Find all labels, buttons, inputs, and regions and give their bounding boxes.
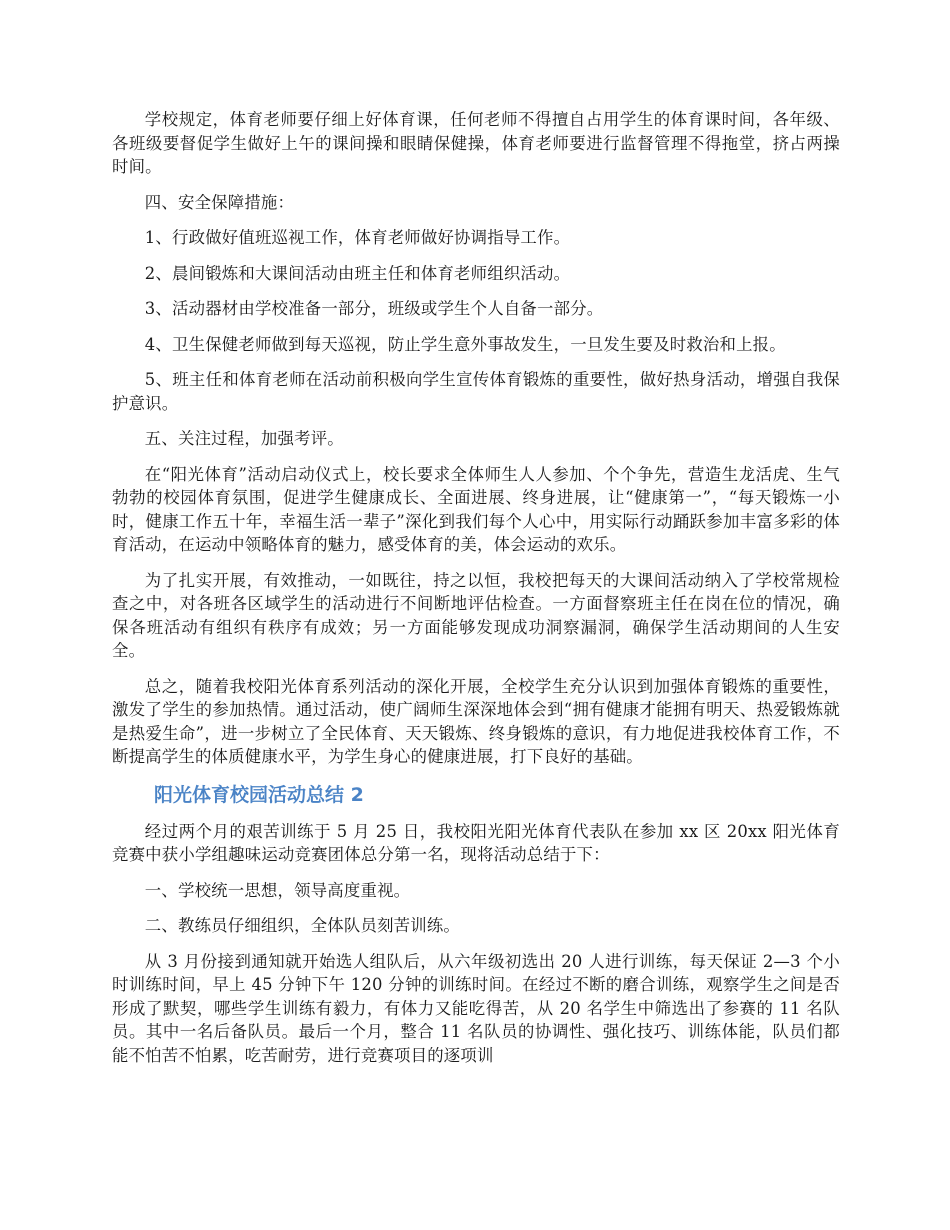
paragraph-routine-inspection: 为了扎实开展，有效推动，一如既往，持之以恒，我校把每天的大课间活动纳入了学校常规检查之中，对各班各区域学生的活动进行不间断地评估检查。一方面督察班主任在岗在位的情况，确保各班活动有组织有秩序有成效；另一方面能够发现成功洞察漏洞，确保学生活动期间的人生安全。	[112, 570, 840, 660]
paragraph-process-heading: 五、关注过程，加强考评。	[144, 429, 344, 448]
paragraph-launch-ceremony: 在“阳光体育”活动启动仪式上，校长要求全体师生人人参加、个个争先，营造生龙活虎、生气勃勃的校园体育氛围，促进学生健康成长、全面进展、终身进展，让“健康第一”，“每天锻炼一小时，健康工作五十年，幸福生活一辈子”深化到我们每个人心中，用实际行动踊跃参加丰富多彩的体育活动，在运动中领略体育的魅力，感受体育的美，体会运动的欢乐。	[112, 464, 840, 554]
paragraph-safety-measures-heading: 四、安全保障措施：	[144, 192, 295, 212]
paragraph-point-2: 二、教练员仔细组织，全体队员刻苦训练。	[144, 916, 461, 935]
paragraph-conclusion: 总之，随着我校阳光体育系列活动的深化开展，全校学生充分认识到加强体育锻炼的重要性，激发了学生的参加热情。通过活动，使广阔师生深深地体会到“拥有健康才能拥有明天、热爱锻炼就是热爱生命”，进一步树立了全民体育、天天锻炼、终身锻炼的意识，有力地促进我校体育工作，不断提高学生的体质健康水平，为学生身心的健康进展，打下良好的基础。	[112, 676, 840, 766]
paragraph-safety-item-5: 5、班主任和体育老师在活动前积极向学生宣传体育锻炼的重要性，做好热身活动，增强自我保护意识。	[112, 370, 840, 413]
paragraph-safety-item-4: 4、卫生保健老师做到每天巡视，防止学生意外事故发生，一旦发生要及时救治和上报。	[144, 334, 786, 354]
paragraph-safety-item-1: 1、行政做好值班巡视工作，体育老师做好协调指导工作。	[144, 228, 571, 247]
section-heading: 阳光体育校园活动总结 2	[154, 783, 364, 806]
paragraph-pe-class-rules: 学校规定，体育老师要仔细上好体育课，任何老师不得擅自占用学生的体育课时间，各年级、各班级要督促学生做好上午的课间操和眼睛保健操，体育老师要进行监督管理不得拖堂，挤占两操时间。	[112, 110, 840, 176]
paragraph-training-details: 从 3 月份接到通知就开始选人组队后，从六年级初选出 20 人进行训练，每天保证 2—3 个小时训练时间，早上 45 分钟下午 120 分钟的训练时间。在经过不断的磨合训练，观察学生之间是否形成了默契，哪些学生训练有毅力，有体力又能吃得苦，从 20 名学生中筛选出了参赛的 11 名队员。其中一名后备队员。最后一个月，整合 11 名队员的协调性、强化技巧、训练体能，队员们都能不怕苦不怕累，吃苦耐劳，进行竞赛项目的逐项训	[112, 951, 840, 1065]
document-page	[112, 108, 840, 1079]
paragraph-point-1: 一、学校统一思想，领导高度重视。	[144, 880, 411, 900]
paragraph-competition-intro: 经过两个月的艰苦训练于 5 月 25 日，我校阳光阳光体育代表队在参加 xx 区 20xx 阳光体育竞赛中获小学组趣味运动竞赛团体总分第一名，现将活动总结于下：	[112, 821, 840, 864]
paragraph-safety-item-2: 2、晨间锻炼和大课间活动由班主任和体育老师组织活动。	[144, 263, 571, 283]
paragraph-safety-item-3: 3、活动器材由学校准备一部分，班级或学生个人自备一部分。	[144, 299, 604, 318]
